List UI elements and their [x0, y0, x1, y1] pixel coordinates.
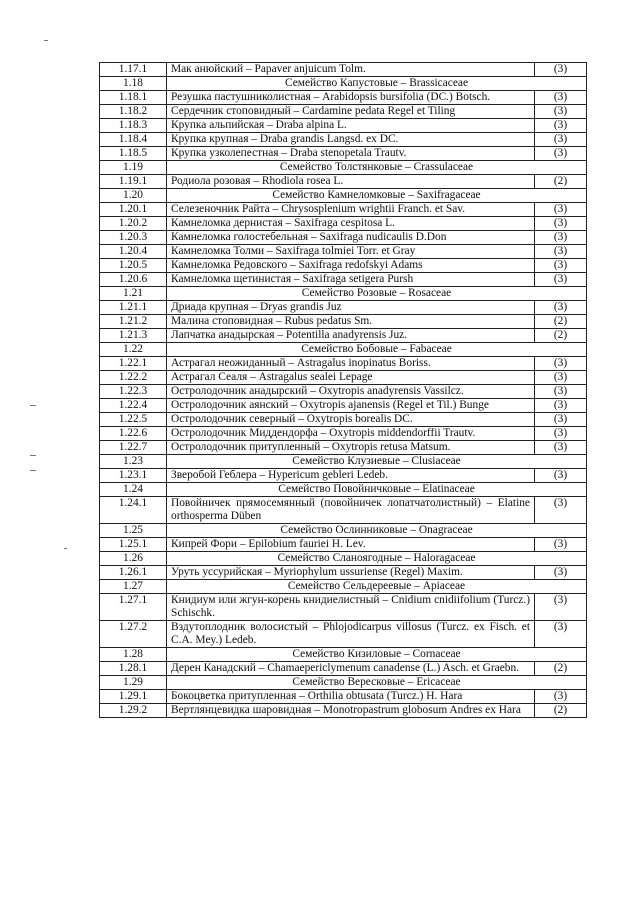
row-number: 1.18.3 — [100, 119, 167, 133]
margin-mark — [30, 455, 36, 456]
row-number: 1.29 — [100, 676, 167, 690]
species-name: Мак анюйский – Papaver anjuicum Tolm. — [167, 63, 535, 77]
species-name: Кипрей Фори – Epilobium fauriei H. Lev. — [167, 538, 535, 552]
margin-mark — [30, 470, 36, 471]
species-name: Остролодочник северный – Oxytropis borealis DC. — [167, 413, 535, 427]
family-name: Семейство Камнеломковые – Saxifragaceae — [167, 189, 587, 203]
row-number: 1.24.1 — [100, 497, 167, 524]
status-category: (3) — [535, 594, 587, 621]
family-row — [100, 648, 587, 662]
row-number: 1.20.1 — [100, 203, 167, 217]
species-row — [100, 497, 587, 524]
row-number: 1.27 — [100, 580, 167, 594]
family-row — [100, 455, 587, 469]
species-name: Уруть уссурийская – Myriophylum ussuriense (Regel) Maxim. — [167, 566, 535, 580]
status-category: (3) — [535, 91, 587, 105]
row-number: 1.20.2 — [100, 217, 167, 231]
species-name: Камнеломка голостебельная – Saxifraga nudicaulis D.Don — [167, 231, 535, 245]
row-number: 1.25.1 — [100, 538, 167, 552]
row-number: 1.27.1 — [100, 594, 167, 621]
status-category: (2) — [535, 662, 587, 676]
status-category: (3) — [535, 119, 587, 133]
species-name: Зверобой Геблера – Hypericum gebleri Ledeb. — [167, 469, 535, 483]
species-name: Малина стоповидная – Rubus pedatus Sm. — [167, 315, 535, 329]
species-row — [100, 63, 587, 77]
species-row — [100, 329, 587, 343]
status-category: (3) — [535, 357, 587, 371]
species-name: Резушка пастушниколистная – Arabidopsis bursifolia (DC.) Botsch. — [167, 91, 535, 105]
row-number: 1.20.6 — [100, 273, 167, 287]
status-category: (3) — [535, 566, 587, 580]
species-name: Крупка крупная – Draba grandis Langsd. ex DC. — [167, 133, 535, 147]
table-body — [100, 63, 587, 718]
family-row — [100, 287, 587, 301]
status-category: (3) — [535, 621, 587, 648]
family-name: Семейство Кизиловые – Cornaceae — [167, 648, 587, 662]
status-category: (3) — [535, 690, 587, 704]
species-name: Остролодочник притупленный – Oxytropis retusa Matsum. — [167, 441, 535, 455]
row-number: 1.21.3 — [100, 329, 167, 343]
status-category: (3) — [535, 427, 587, 441]
status-category: (2) — [535, 329, 587, 343]
status-category: (3) — [535, 441, 587, 455]
species-row — [100, 217, 587, 231]
status-category: (3) — [535, 147, 587, 161]
row-number: 1.22.5 — [100, 413, 167, 427]
species-row — [100, 175, 587, 189]
family-name: Семейство Розовые – Rosaceae — [167, 287, 587, 301]
species-row — [100, 566, 587, 580]
row-number: 1.18 — [100, 77, 167, 91]
family-name: Семейство Повойничковые – Elatinaceae — [167, 483, 587, 497]
family-name: Семейство Толстянковые – Crassulaceae — [167, 161, 587, 175]
species-row — [100, 315, 587, 329]
row-number: 1.20.4 — [100, 245, 167, 259]
row-number: 1.23.1 — [100, 469, 167, 483]
species-row — [100, 621, 587, 648]
status-category: (3) — [535, 371, 587, 385]
row-number: 1.20.3 — [100, 231, 167, 245]
status-category: (3) — [535, 469, 587, 483]
status-category: (3) — [535, 413, 587, 427]
status-category: (3) — [535, 497, 587, 524]
species-row — [100, 357, 587, 371]
family-name: Семейство Сланоягодные – Haloragaceae — [167, 552, 587, 566]
family-name: Семейство Сельдереевые – Apiaceae — [167, 580, 587, 594]
species-name: Книдиум или жгун-корень книдиелистный – Cnidium cnidiifolium (Turcz.) Schischk. — [167, 594, 535, 621]
status-category: (2) — [535, 704, 587, 718]
family-row — [100, 676, 587, 690]
species-name: Селезеночник Райта – Chrysosplenium wrightii Franch. et Sav. — [167, 203, 535, 217]
species-name: Астрагал неожиданный – Astragalus inopinatus Boriss. — [167, 357, 535, 371]
species-row — [100, 259, 587, 273]
status-category: (2) — [535, 175, 587, 189]
row-number: 1.22.6 — [100, 427, 167, 441]
species-row — [100, 399, 587, 413]
row-number: 1.18.2 — [100, 105, 167, 119]
status-category: (3) — [535, 105, 587, 119]
species-row — [100, 133, 587, 147]
species-row — [100, 203, 587, 217]
species-row — [100, 690, 587, 704]
species-table — [99, 62, 587, 718]
row-number: 1.28.1 — [100, 662, 167, 676]
species-name: Дриада крупная – Dryas grandis Juz — [167, 301, 535, 315]
species-row — [100, 427, 587, 441]
status-category: (3) — [535, 203, 587, 217]
species-name: Дерен Канадский – Chamaepericlymenum canadense (L.) Asch. et Graebn. — [167, 662, 535, 676]
status-category: (3) — [535, 133, 587, 147]
species-row — [100, 273, 587, 287]
species-name: Бокоцветка притупленная – Orthilia obtusata (Turcz.) H. Hara — [167, 690, 535, 704]
row-number: 1.22.3 — [100, 385, 167, 399]
species-row — [100, 469, 587, 483]
species-row — [100, 385, 587, 399]
status-category: (3) — [535, 259, 587, 273]
species-row — [100, 91, 587, 105]
row-number: 1.21 — [100, 287, 167, 301]
status-category: (3) — [535, 301, 587, 315]
family-name: Семейство Клузиевые – Clusiaceae — [167, 455, 587, 469]
species-name: Сердечник стоповидный – Cardamine pedata Regel et Tiling — [167, 105, 535, 119]
species-row — [100, 704, 587, 718]
status-category: (2) — [535, 315, 587, 329]
family-row — [100, 552, 587, 566]
row-number: 1.18.1 — [100, 91, 167, 105]
status-category: (3) — [535, 245, 587, 259]
row-number: 1.22.7 — [100, 441, 167, 455]
status-category: (3) — [535, 231, 587, 245]
species-row — [100, 594, 587, 621]
species-name: Остролодочник анадырский – Oxytropis anadyrensis Vassilcz. — [167, 385, 535, 399]
family-name: Семейство Капустовые – Brassicaceae — [167, 77, 587, 91]
species-name: Вертлянцевидка шаровидная – Monotropastrum globosum Andres ex Hara — [167, 704, 535, 718]
row-number: 1.21.2 — [100, 315, 167, 329]
status-category: (3) — [535, 217, 587, 231]
row-number: 1.19.1 — [100, 175, 167, 189]
status-category: (3) — [535, 385, 587, 399]
family-row — [100, 580, 587, 594]
row-number: 1.18.5 — [100, 147, 167, 161]
row-number: 1.29.2 — [100, 704, 167, 718]
species-row — [100, 441, 587, 455]
row-number: 1.26 — [100, 552, 167, 566]
row-number: 1.22.4 — [100, 399, 167, 413]
family-name: Семейство Вересковые – Ericaceae — [167, 676, 587, 690]
species-row — [100, 301, 587, 315]
row-number: 1.22.2 — [100, 371, 167, 385]
row-number: 1.20.5 — [100, 259, 167, 273]
row-number: 1.22.1 — [100, 357, 167, 371]
margin-mark — [30, 405, 36, 406]
row-number: 1.20 — [100, 189, 167, 203]
species-row — [100, 245, 587, 259]
species-row — [100, 147, 587, 161]
species-name: Камнеломка дернистая – Saxifraga cespitosa L. — [167, 217, 535, 231]
species-name: Камнеломка Редовского – Saxifraga redofskyi Adams — [167, 259, 535, 273]
family-row — [100, 483, 587, 497]
species-row — [100, 119, 587, 133]
species-row — [100, 105, 587, 119]
species-row — [100, 231, 587, 245]
row-number: 1.18.4 — [100, 133, 167, 147]
species-name: Камнеломка щетинистая – Saxifraga setigera Pursh — [167, 273, 535, 287]
row-number: 1.28 — [100, 648, 167, 662]
species-row — [100, 662, 587, 676]
species-name: Крупка узколепестная – Draba stenopetala Trautv. — [167, 147, 535, 161]
family-row — [100, 343, 587, 357]
row-number: 1.19 — [100, 161, 167, 175]
species-name: Вздутоплодник волосистый – Phlojodicarpus villosus (Turcz. ex Fisch. et C.A. Mey.) Ledeb. — [167, 621, 535, 648]
status-category: (3) — [535, 538, 587, 552]
species-name: Родиола розовая – Rhodiola rosea L. — [167, 175, 535, 189]
species-name: Астрагал Сеаля – Astragalus sealei Lepage — [167, 371, 535, 385]
family-name: Семейство Бобовые – Fabaceae — [167, 343, 587, 357]
row-number: 1.29.1 — [100, 690, 167, 704]
family-row — [100, 161, 587, 175]
species-name: Остролодочник аянский – Oxytropis ajanensis (Regel et Til.) Bunge — [167, 399, 535, 413]
row-number: 1.23 — [100, 455, 167, 469]
status-category: (3) — [535, 399, 587, 413]
status-category: (3) — [535, 63, 587, 77]
family-row — [100, 77, 587, 91]
family-row — [100, 524, 587, 538]
species-name: Крупка альпийская – Draba alpina L. — [167, 119, 535, 133]
species-row — [100, 371, 587, 385]
species-row — [100, 413, 587, 427]
status-category: (3) — [535, 273, 587, 287]
species-name: Лапчатка анадырская – Potentilla anadyrensis Juz. — [167, 329, 535, 343]
row-number: 1.27.2 — [100, 621, 167, 648]
family-row — [100, 189, 587, 203]
row-number: 1.25 — [100, 524, 167, 538]
row-number: 1.22 — [100, 343, 167, 357]
row-number: 1.21.1 — [100, 301, 167, 315]
species-name: Повойничек прямосемянный (повойничек лопатчатолистный) – Elatine orthosperma Düben — [167, 497, 535, 524]
species-name: Камнеломка Толми – Saxifraga tolmiei Torr. et Gray — [167, 245, 535, 259]
species-row — [100, 538, 587, 552]
species-name: Остролодочник Миддендорфа – Oxytropis middendorffii Trautv. — [167, 427, 535, 441]
margin-mark — [64, 548, 67, 549]
row-number: 1.26.1 — [100, 566, 167, 580]
row-number: 1.17.1 — [100, 63, 167, 77]
margin-mark — [44, 40, 48, 41]
family-name: Семейство Ослинниковые – Onagraceae — [167, 524, 587, 538]
row-number: 1.24 — [100, 483, 167, 497]
